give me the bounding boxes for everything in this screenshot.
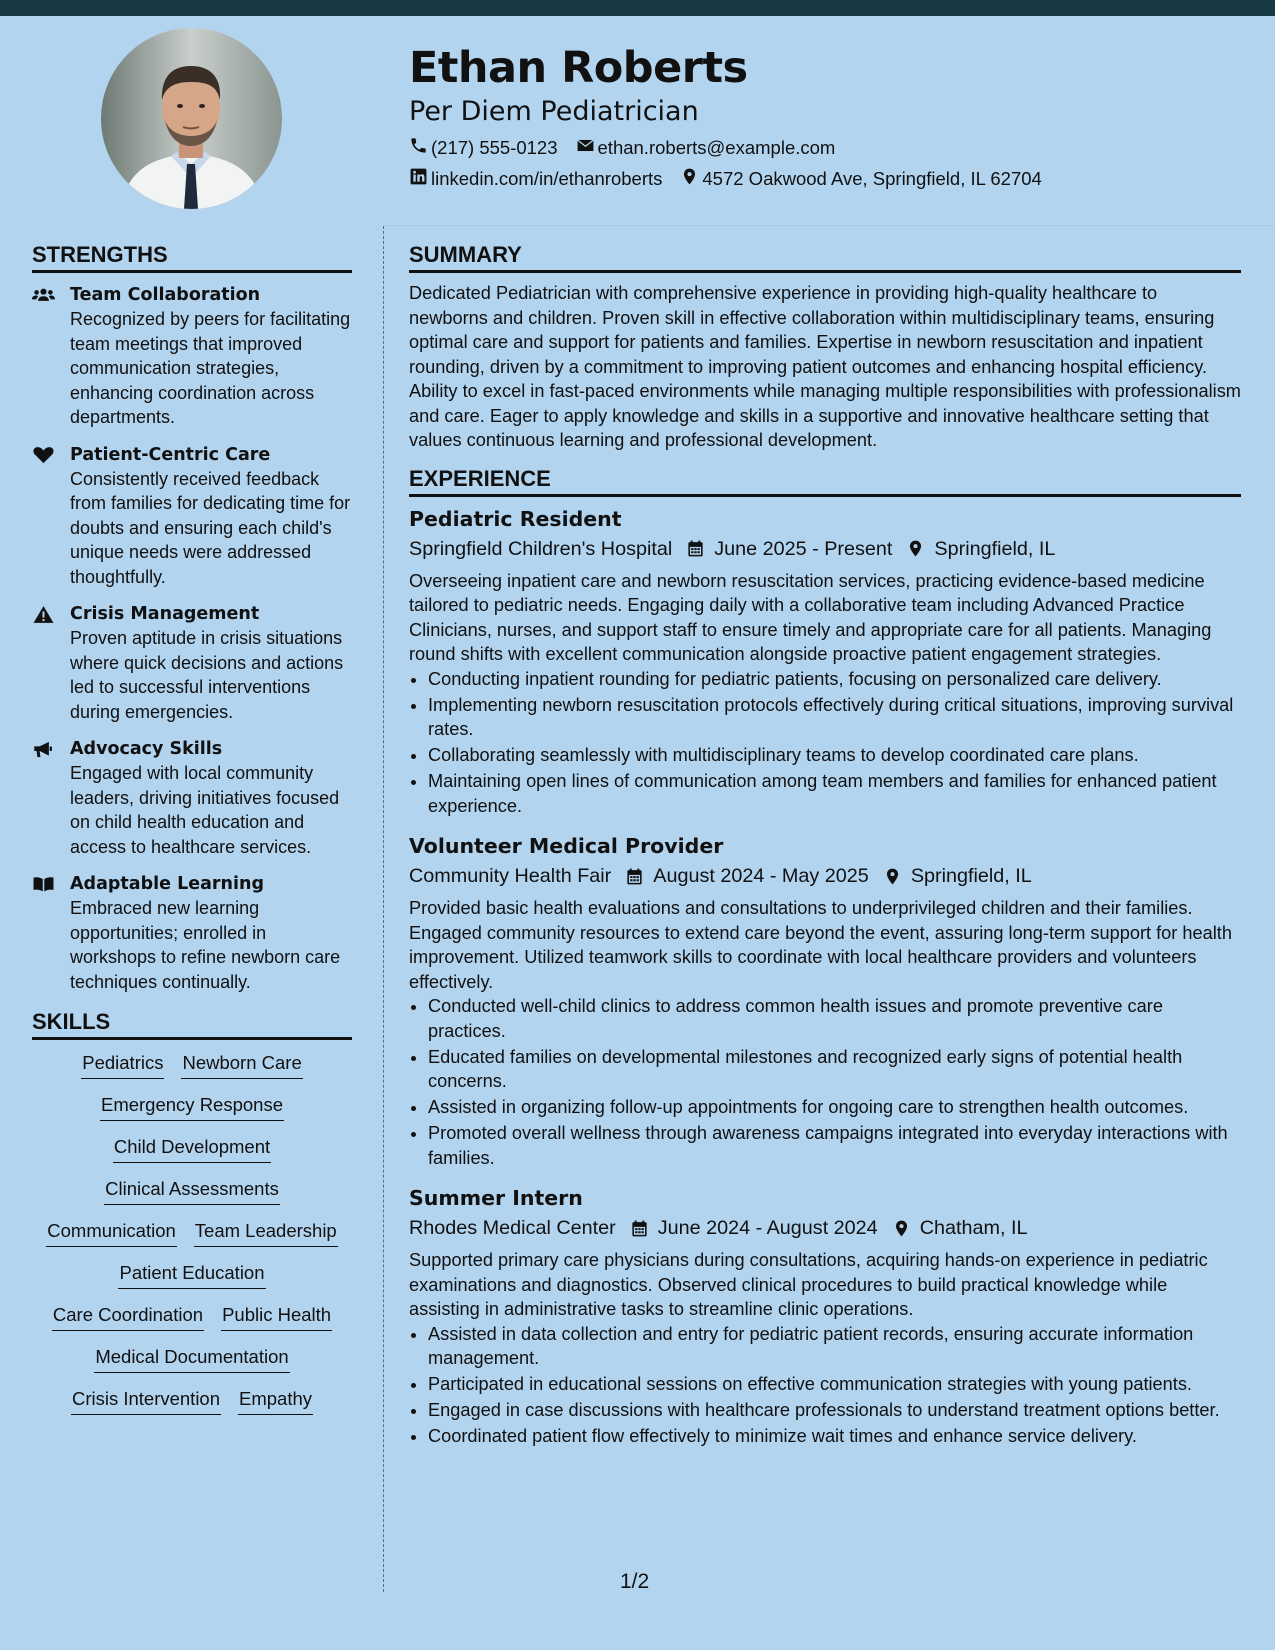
profile-photo	[101, 28, 282, 209]
job-org: Community Health Fair	[409, 865, 612, 887]
skill-tag: Pediatrics	[81, 1050, 164, 1079]
job-bullet: • Conducting inpatient rounding for pediatric patients, focusing on personalized care delivery.	[428, 667, 1241, 692]
skill-tag: Communication	[46, 1218, 177, 1247]
calendar-icon	[672, 539, 714, 558]
header-divider	[385, 225, 1275, 226]
users-icon	[32, 283, 70, 430]
strengths-heading: STRENGTHS	[32, 240, 352, 273]
job-bullets	[409, 994, 1241, 1170]
strength-desc: Proven aptitude in crisis situations where quick decisions and actions led to successful interventions during emergencies.	[70, 628, 344, 722]
strength-title: Crisis Management	[70, 604, 260, 624]
job-bullets	[409, 667, 1241, 819]
email-text: ethan.roberts@example.com	[597, 137, 836, 158]
job-title: Volunteer Medical Provider	[409, 834, 724, 858]
strength-title: Team Collaboration	[70, 285, 261, 305]
job-bullet: • Implementing newborn resuscitation protocols effectively during critical situations, improving survival rates.	[428, 693, 1241, 742]
job-entry	[409, 831, 1241, 1170]
job-location: Springfield, IL	[934, 537, 1056, 560]
phone-text: (217) 555-0123	[431, 137, 558, 158]
job-bullet: • Assisted in organizing follow-up appointments for ongoing care to strengthen health outcomes.	[428, 1095, 1241, 1120]
skill-tag: Public Health	[221, 1302, 332, 1331]
skill-tag: Clinical Assessments	[104, 1176, 280, 1205]
skill-tag: Patient Education	[118, 1260, 265, 1289]
calendar-icon	[611, 867, 653, 886]
job-meta	[409, 1213, 1241, 1243]
strength-title: Adaptable Learning	[70, 874, 264, 894]
job-entry	[409, 1183, 1241, 1449]
experience-heading: EXPERIENCE	[409, 464, 1241, 497]
skills-heading: SKILLS	[32, 1007, 352, 1040]
skill-tag: Medical Documentation	[94, 1344, 289, 1373]
job-org: Springfield Children's Hospital	[409, 537, 673, 560]
strength-desc: Recognized by peers for facilitating team meetings that improved communication strategies, enhancing coordination across departments.	[70, 309, 351, 427]
contact-row-1	[409, 135, 1229, 161]
skills-list	[32, 1050, 352, 1415]
strength-item	[32, 283, 352, 430]
job-title: Summer Intern	[409, 1186, 583, 1210]
strength-desc: Embraced new learning opportunities; enrolled in workshops to refine newborn care techniques continually.	[70, 898, 341, 992]
book-icon	[32, 872, 70, 994]
strength-desc: Consistently received feedback from families for dedicating time for doubts and ensuring each child's unique needs were addressed thoughtfully.	[70, 468, 351, 587]
warning-icon	[32, 602, 70, 724]
strength-item	[32, 737, 352, 859]
contact-email[interactable]	[576, 136, 836, 160]
job-bullet: • Educated families on developmental milestones and recognized early signs of potential health concerns.	[428, 1045, 1241, 1094]
job-description: Provided basic health evaluations and consultations to underprivileged children and their families. Engaged community resources to extend care beyond the event, assuring long-term support for health improvement. Utilized teamwork skills to coordinate with local healthcare providers and volunteers effectively.	[409, 898, 1232, 992]
megaphone-icon	[32, 737, 70, 859]
column-divider	[383, 226, 384, 1592]
phone-icon	[409, 136, 428, 160]
resume-header	[409, 40, 1229, 192]
job-bullet: • Coordinated patient flow effectively to minimize wait times and enhance service delivery.	[428, 1424, 1241, 1449]
job-bullet: • Conducted well-child clinics to address common health issues and promote preventive care practices.	[428, 994, 1241, 1043]
job-bullet: • Collaborating seamlessly with multidisciplinary teams to develop coordinated care plans.	[428, 743, 1241, 768]
job-bullet: • Participated in educational sessions on effective communication strategies with young patients.	[428, 1372, 1241, 1397]
contact-address	[680, 167, 1041, 191]
page-number: 1/2	[620, 1570, 650, 1593]
strength-title: Advocacy Skills	[70, 739, 223, 759]
location-pin-icon	[869, 867, 911, 886]
contact-phone[interactable]	[409, 136, 558, 160]
job-dates: June 2024 - August 2024	[657, 1217, 878, 1239]
job-bullets	[409, 1322, 1241, 1449]
candidate-title: Per Diem Pediatrician	[409, 96, 699, 127]
location-pin-icon	[680, 167, 699, 191]
skill-tag: Newborn Care	[181, 1050, 302, 1079]
linkedin-text: linkedin.com/in/ethanroberts	[431, 168, 663, 189]
job-org: Rhodes Medical Center	[409, 1217, 616, 1239]
right-column	[409, 240, 1241, 1450]
job-title: Pediatric Resident	[409, 506, 622, 531]
left-column	[32, 240, 352, 1415]
summary-text: Dedicated Pediatrician with comprehensive experience in providing high-quality healthcare to newborns and children. Proven skill in effective collaboration within multidisciplinary teams, ensuring optimal care and support for patients and families. Expertise in newborn resuscitation and inpatient rounding, driven by a commitment to improving patient outcomes and enhancing hospital efficiency. Ability to excel in fast-paced environments while managing multiple responsibilities with professionalism and care. Eager to apply knowledge and skills in a supportive and innovative healthcare setting that values continuous learning and professional development.	[409, 283, 1241, 450]
contact-linkedin[interactable]	[409, 167, 662, 191]
skill-tag: Empathy	[238, 1386, 313, 1415]
job-bullet: • Engaged in case discussions with healthcare professionals to understand treatment options better.	[428, 1398, 1241, 1423]
candidate-name: Ethan Roberts	[409, 43, 748, 93]
job-meta	[409, 861, 1241, 891]
job-entry	[409, 504, 1241, 819]
job-description: Overseeing inpatient care and newborn resuscitation services, practicing evidence-based medicine tailored to pediatric needs. Engaging daily with a collaborative team including Advanced Practice Clinicians, nurses, and support staff to ensure timely and appropriate care for all patients. Managing round shifts with excellent communication alongside proactive patient engagement strategies.	[409, 570, 1212, 664]
job-dates: June 2025 - Present	[714, 537, 893, 560]
skill-tag: Care Coordination	[52, 1302, 204, 1331]
skill-tag: Team Leadership	[194, 1218, 338, 1247]
strength-item	[32, 443, 352, 590]
skill-tag: Crisis Intervention	[71, 1386, 221, 1415]
heart-icon	[32, 443, 70, 590]
strengths-list	[32, 283, 352, 994]
skill-tag: Emergency Response	[100, 1092, 284, 1121]
contact-row-2	[409, 166, 1229, 192]
envelope-icon	[576, 136, 595, 160]
strength-desc: Engaged with local community leaders, driving initiatives focused on child health education and access to healthcare services.	[70, 763, 340, 857]
job-location: Springfield, IL	[910, 865, 1032, 887]
strength-item	[32, 872, 352, 994]
address-text: 4572 Oakwood Ave, Springfield, IL 62704	[702, 168, 1042, 189]
linkedin-icon	[409, 167, 428, 191]
job-location: Chatham, IL	[919, 1217, 1028, 1239]
summary-heading: SUMMARY	[409, 240, 1241, 273]
top-bar	[0, 0, 1275, 16]
calendar-icon	[616, 1219, 658, 1238]
job-bullet: • Assisted in data collection and entry for pediatric patient records, ensuring accurate information management.	[428, 1322, 1241, 1371]
strength-item	[32, 602, 352, 724]
location-pin-icon	[892, 539, 934, 558]
skill-tag: Child Development	[113, 1134, 271, 1163]
job-dates: August 2024 - May 2025	[653, 865, 869, 887]
job-bullet: • Maintaining open lines of communication among team members and families for enhanced patient experience.	[428, 769, 1241, 818]
strength-title: Patient-Centric Care	[70, 444, 271, 465]
job-bullet: • Promoted overall wellness through awareness campaigns integrated into everyday interactions with families.	[428, 1121, 1241, 1170]
location-pin-icon	[878, 1219, 920, 1238]
job-description: Supported primary care physicians during consultations, acquiring hands-on experience in pediatric examinations and diagnostics. Observed clinical procedures to build practical knowledge while assisting in administrative tasks to streamline clinic operations.	[409, 1250, 1208, 1319]
job-meta	[409, 534, 1241, 564]
